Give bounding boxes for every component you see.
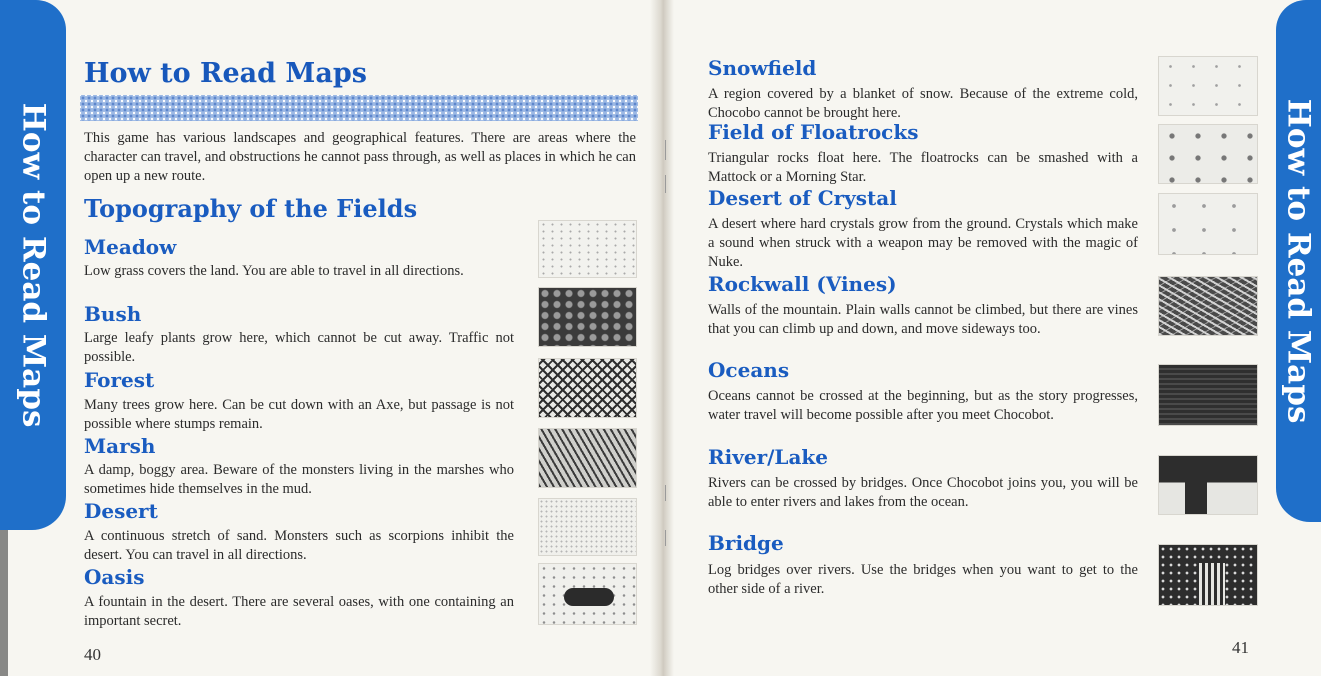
oceans-text: Oceans cannot be crossed at the beginning, but as the story progresses, water travel will become possible after you meet Chocobot. xyxy=(708,388,1138,423)
side-tab-right-label: How to Read Maps xyxy=(1280,98,1317,424)
binding-mark xyxy=(665,175,666,193)
crystal-heading: Desert of Crystal xyxy=(708,186,897,210)
snowfield-text: A region covered by a blanket of snow. Because of the extreme cold, Chocobo cannot be brought here. xyxy=(708,86,1138,121)
marsh-text: A damp, boggy area. Beware of the monsters living in the marshes who sometimes hide themselves in the mud. xyxy=(84,462,514,497)
crystal-text: A desert where hard crystals grow from the ground. Crystals which make a sound when struck with a weapon may be removed with the magic of Nuke. xyxy=(708,216,1138,270)
title-pattern-bar xyxy=(80,95,638,121)
marsh-tile-image xyxy=(538,428,637,488)
side-tab-left-label: How to Read Maps xyxy=(15,102,51,428)
page-number-left: 40 xyxy=(84,645,101,664)
meadow-heading: Meadow xyxy=(84,235,177,259)
binding-mark xyxy=(665,140,666,160)
forest-tile-image xyxy=(538,358,637,418)
snowfield-heading: Snowfield xyxy=(708,56,817,80)
page-number-right: 41 xyxy=(1232,638,1249,657)
oasis-text: A fountain in the desert. There are several oases, with one containing an important secret. xyxy=(84,594,514,629)
river-heading: River/Lake xyxy=(708,445,829,469)
page-title: How to Read Maps xyxy=(84,58,367,89)
snowfield-tile-image xyxy=(1158,56,1258,116)
bush-text: Large leafy plants grow here, which cannot be cut away. Traffic not possible. xyxy=(84,330,514,365)
river-text: Rivers can be crossed by bridges. Once Chocobot joins you, you will be able to enter rivers and lakes from the ocean. xyxy=(708,475,1138,510)
crystal-tile-image xyxy=(1158,193,1258,255)
floatrocks-tile-image xyxy=(1158,124,1258,184)
binding-mark xyxy=(665,530,666,546)
side-tab-right xyxy=(1276,0,1321,522)
desert-tile-image xyxy=(538,498,637,556)
bridge-text: Log bridges over rivers. Use the bridges when you want to get to the other side of a river. xyxy=(708,562,1138,597)
oceans-tile-image xyxy=(1158,364,1258,426)
bush-heading: Bush xyxy=(84,302,142,326)
intro-paragraph: This game has various landscapes and geographical features. There are areas where the character can travel, and obstructions he cannot pass through, as well as places in which he can open up a new route. xyxy=(84,130,636,184)
oasis-heading: Oasis xyxy=(84,565,145,589)
marsh-heading: Marsh xyxy=(84,434,156,458)
book-gutter xyxy=(650,0,674,676)
bridge-heading: Bridge xyxy=(708,531,784,555)
forest-heading: Forest xyxy=(84,368,155,392)
meadow-tile-image xyxy=(538,220,637,278)
meadow-text: Low grass covers the land. You are able to travel in all directions. xyxy=(84,263,464,279)
bush-tile-image xyxy=(538,287,637,347)
oasis-tile-image xyxy=(538,563,637,625)
binding-mark xyxy=(665,485,666,501)
rockwall-heading: Rockwall (Vines) xyxy=(708,272,897,296)
rockwall-text: Walls of the mountain. Plain walls cannot be climbed, but there are vines that you can climb up and down, and move sideways too. xyxy=(708,302,1138,337)
forest-text: Many trees grow here. Can be cut down with an Axe, but passage is not possible where stumps remain. xyxy=(84,397,514,432)
section-title: Topography of the Fields xyxy=(84,194,418,223)
bridge-tile-image xyxy=(1158,544,1258,606)
side-tab-left xyxy=(0,0,66,530)
floatrocks-text: Triangular rocks float here. The floatrocks can be smashed with a Mattock or a Morning Star. xyxy=(708,150,1138,185)
desert-text: A continuous stretch of sand. Monsters such as scorpions inhibit the desert. You can travel in all directions. xyxy=(84,528,514,563)
rockwall-tile-image xyxy=(1158,276,1258,336)
desert-heading: Desert xyxy=(84,499,158,523)
floatrocks-heading: Field of Floatrocks xyxy=(708,120,919,144)
river-tile-image xyxy=(1158,455,1258,515)
oceans-heading: Oceans xyxy=(708,358,790,382)
